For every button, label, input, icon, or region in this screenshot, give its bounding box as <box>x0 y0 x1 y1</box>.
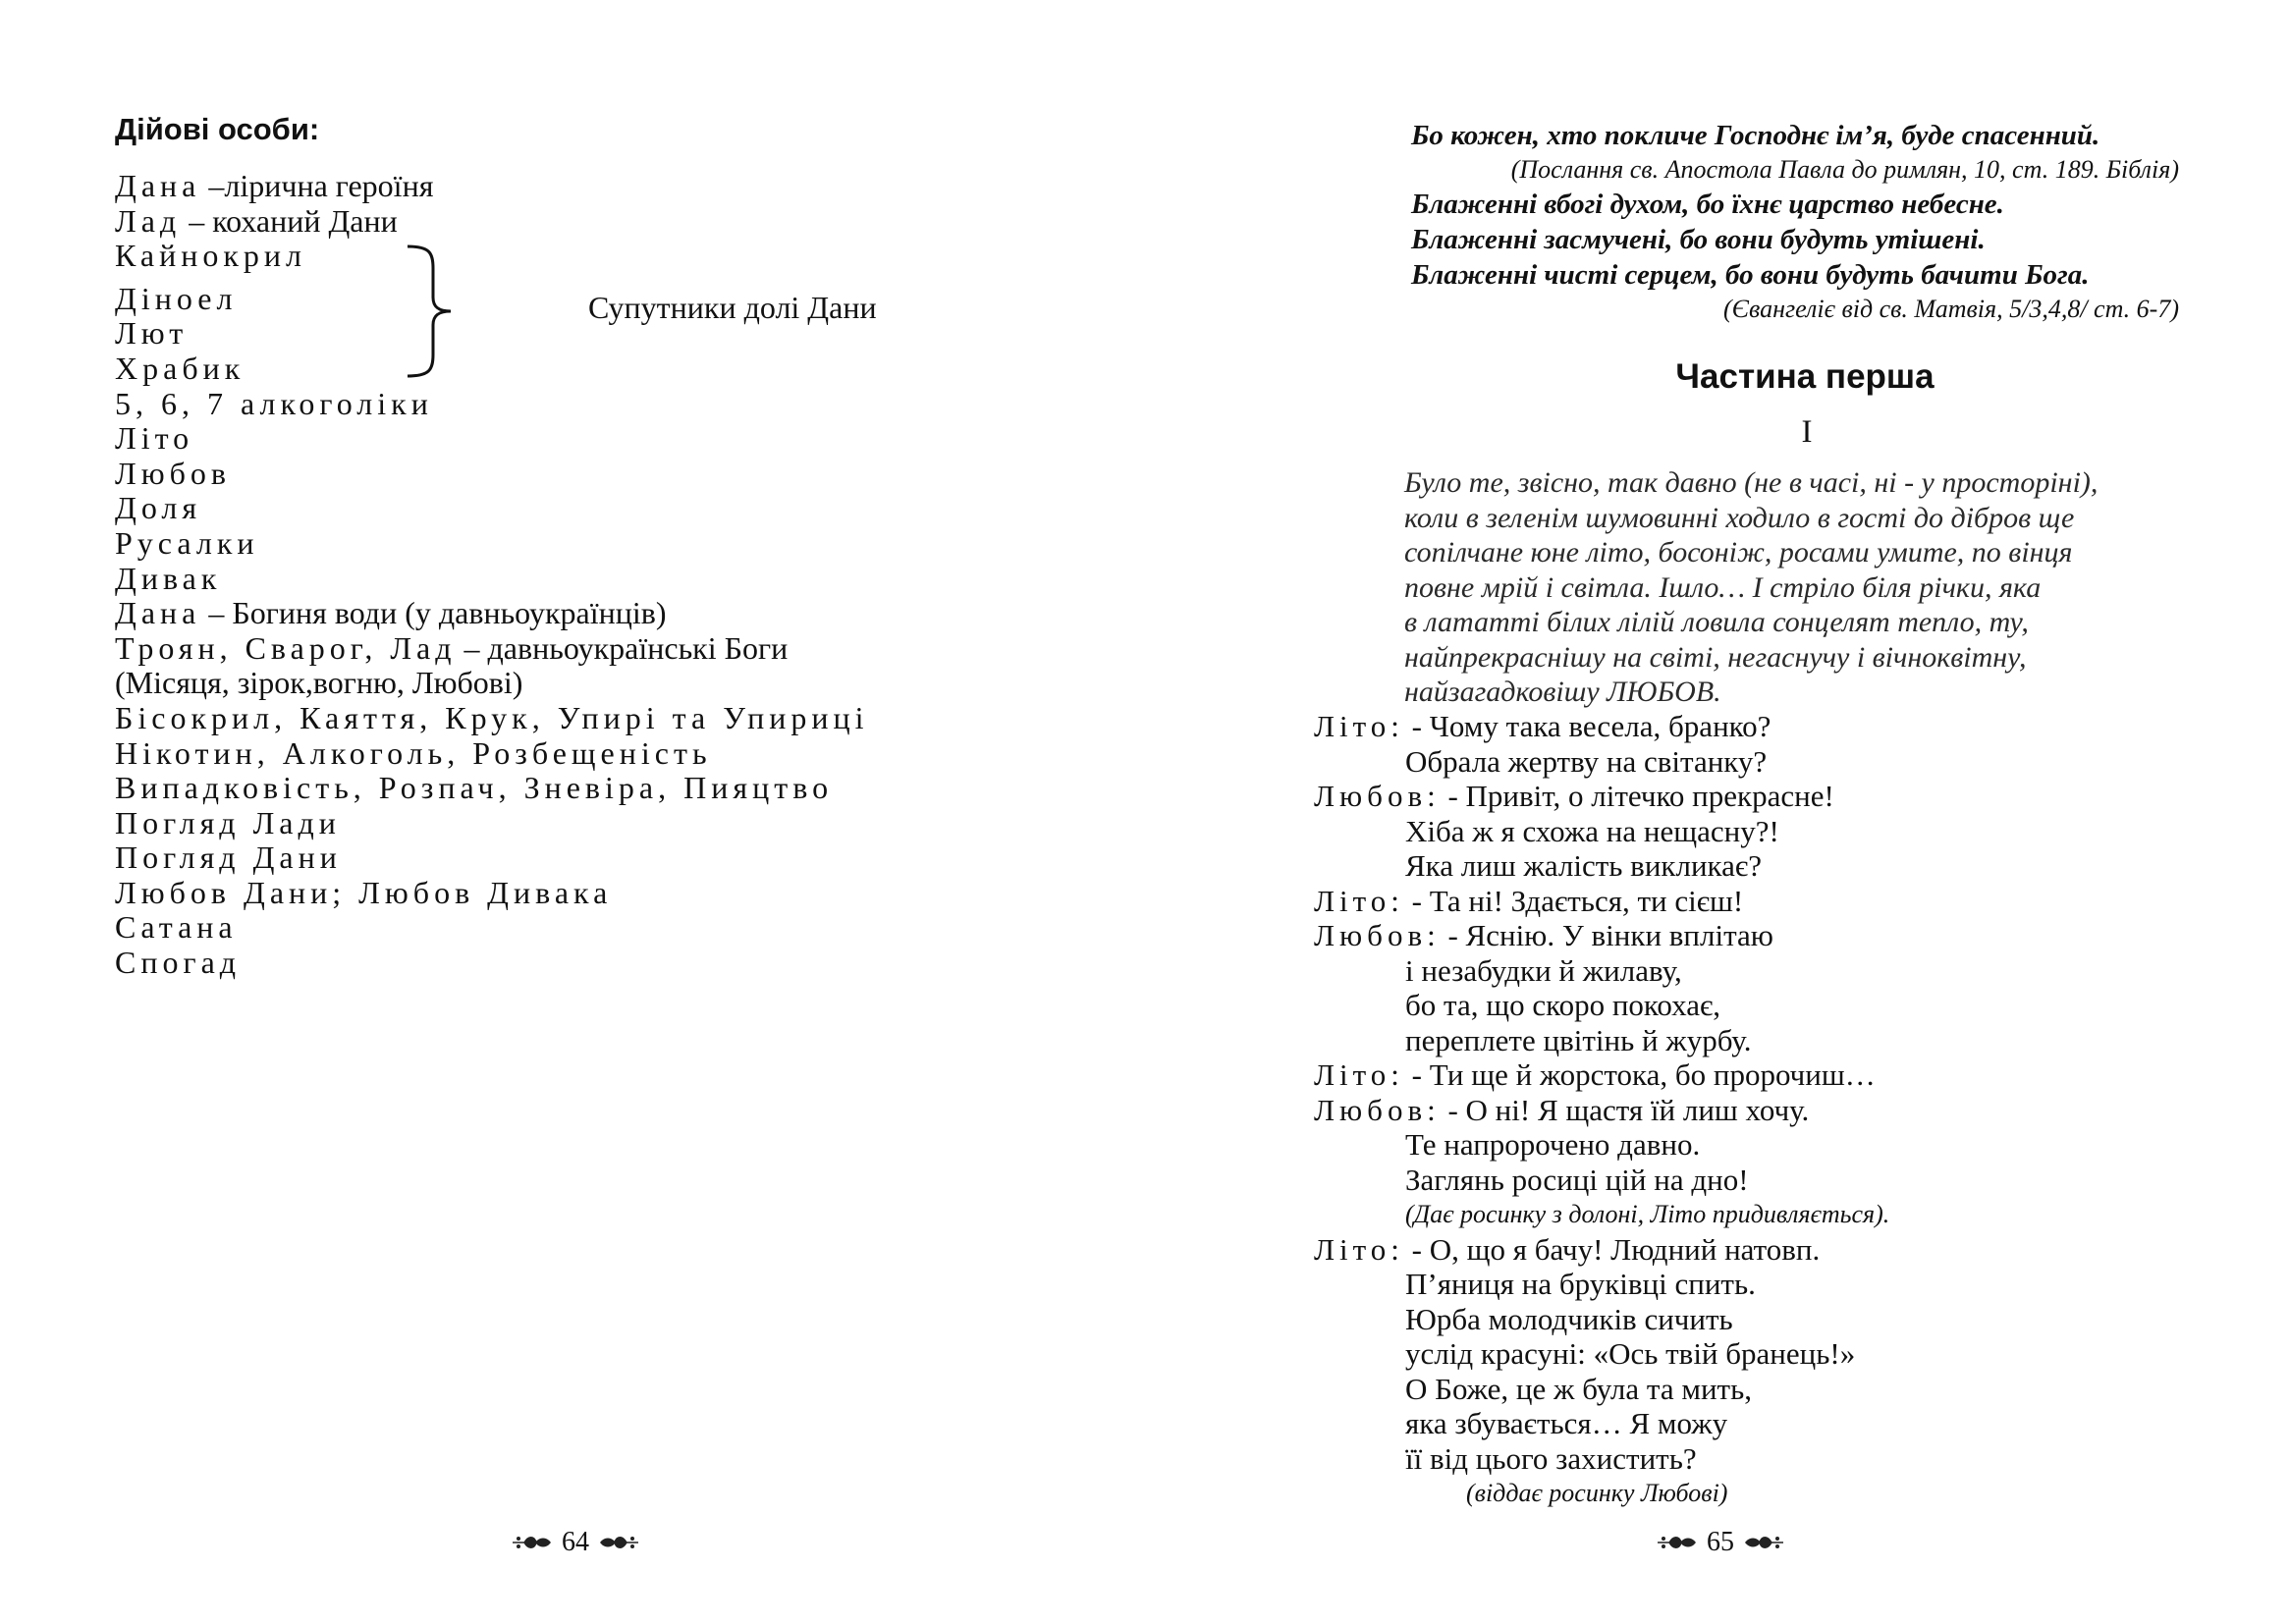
cast-name: Дана <box>115 595 201 631</box>
cast-item <box>115 596 1107 631</box>
companions-group <box>115 239 1107 386</box>
dialogue-line <box>1314 814 2178 849</box>
cast-name: Випадковість, Розпач, Зневіра, Пияцтво <box>115 770 834 806</box>
fleuron-icon <box>597 1532 640 1553</box>
cast-name: Любов <box>115 455 231 491</box>
dialogue-text: бо та, що скоро покохає, <box>1405 988 1721 1022</box>
cast-item <box>115 457 1107 492</box>
prose-line: найзагадковішу ЛЮБОВ. <box>1404 676 1721 708</box>
cast-title: Дійові особи: <box>115 112 320 146</box>
dialogue-text: яка збувається… Я можу <box>1405 1406 1728 1440</box>
page-number: 64 <box>562 1527 589 1557</box>
dialogue <box>1314 709 2178 1511</box>
fleuron-icon <box>1656 1532 1699 1553</box>
speaker-name: Любов: <box>1314 918 1441 952</box>
dialogue-line <box>1314 884 2178 919</box>
dialogue-text: - Та ні! Здається, ти сієш! <box>1403 883 1744 918</box>
dialogue-line <box>1314 988 2178 1023</box>
dialogue-text: Те напророчено давно. <box>1405 1127 1701 1162</box>
curly-brace-icon <box>400 243 459 380</box>
dialogue-line <box>1314 1406 2178 1441</box>
page-number-right <box>1656 1523 1785 1562</box>
dialogue-text: переплете цвітінь й журбу. <box>1405 1022 1752 1057</box>
cast-name: Доля <box>115 490 202 526</box>
dialogue-line <box>1314 1267 2178 1302</box>
dialogue-text: Юрба молодчиків сичить <box>1405 1301 1733 1336</box>
cast-item <box>115 631 1107 667</box>
chapter-number: І <box>1801 414 1813 450</box>
cast-item <box>115 876 1107 911</box>
dialogue-line <box>1314 1302 2178 1337</box>
cast-name: Погляд Лади <box>115 804 341 840</box>
cast-name: Любов Дани; Любов Дивака <box>115 874 613 910</box>
cast-name: Русалки <box>115 524 259 561</box>
cast-item <box>115 806 1107 841</box>
epigraph-source: (Євангеліє від св. Матвія, 5/3,4,8/ ст. 6-7) <box>1722 295 2179 323</box>
fleuron-icon <box>511 1532 554 1553</box>
cast-name: Бісокрил, Каяття, Крук, Упирі та Упириці <box>115 699 869 735</box>
epigraph-line: Бо кожен, хто покличе Господнє ім’я, буде спасенний. <box>1411 120 2100 151</box>
dialogue-line <box>1314 744 2178 780</box>
speaker-name: Літо: <box>1314 709 1404 743</box>
cast-desc: – давньоукраїнські Боги <box>456 629 789 666</box>
companions-bracket <box>400 243 877 380</box>
cast-name: Літо <box>115 420 194 457</box>
speaker-name: Літо: <box>1314 1057 1404 1092</box>
dialogue-text: услід красуні: «Ось твій бранець!» <box>1405 1336 1856 1371</box>
dialogue-text: - О ні! Я щастя їй лиш хочу. <box>1440 1092 1810 1127</box>
dialogue-line <box>1314 918 2178 953</box>
cast-item <box>115 771 1107 806</box>
dialogue-line <box>1314 1441 2178 1477</box>
dialogue-text: її від цього захистить? <box>1405 1440 1697 1476</box>
speaker-name: Літо: <box>1314 1231 1404 1267</box>
dialogue-text: (віддає росинку Любові) <box>1466 1479 1728 1507</box>
epigraph-line: Блаженні чисті серцем, бо вони будуть бачити Бога. <box>1411 259 2090 291</box>
dialogue-line <box>1314 1093 2178 1128</box>
cast-item <box>115 910 1107 946</box>
speaker-name: Любов: <box>1314 779 1441 813</box>
dialogue-line <box>1314 1232 2178 1268</box>
cast-item <box>115 421 1107 457</box>
dialogue-text: (Дає росинку з долоні, Літо придивляється). <box>1405 1200 1890 1228</box>
cast-item <box>115 491 1107 526</box>
cast-desc: – Богиня води (у давньоукраїнців) <box>200 595 667 631</box>
cast-item <box>115 562 1107 597</box>
left-page <box>0 0 1144 1624</box>
cast-item <box>115 840 1107 876</box>
dialogue-text: Хіба ж я схожа на нещасну?! <box>1405 813 1779 848</box>
cast-item: Кайнокрил <box>115 238 307 274</box>
page-number: 65 <box>1707 1527 1734 1557</box>
dialogue-line <box>1314 1023 2178 1058</box>
cast-item <box>115 526 1107 562</box>
dialogue-line <box>1314 848 2178 884</box>
prose-line: коли в зеленім шумовинні ходило в гості до дібров ще <box>1404 501 2075 534</box>
cast-name: Погляд Дани <box>115 839 342 876</box>
epigraph-source: (Послання св. Апостола Павла до римлян, 10, ст. 189. Біблія) <box>1510 155 2179 184</box>
dialogue-line <box>1314 779 2178 814</box>
dialogue-text: О Боже, це ж була та мить, <box>1405 1371 1752 1406</box>
cast-item <box>115 387 1107 422</box>
prose-line: сопілчане юне літо, босоніж, росами умите, по вінця <box>1404 536 2073 568</box>
cast-desc: –лірична героїня <box>200 168 434 203</box>
cast-item: Храбик <box>115 350 245 386</box>
page-number-left <box>511 1523 640 1562</box>
cast-item <box>115 701 1107 736</box>
part-title: Частина перша <box>1675 357 1935 396</box>
companions-label: Супутники долі Дани <box>588 290 877 326</box>
prose-line: Було те, звісно, так давно (не в часі, ні - у просторіні), <box>1404 466 2098 499</box>
dialogue-text: і незабудки й жилаву, <box>1405 952 1682 988</box>
cast-name: Сатана <box>115 909 238 946</box>
speaker-name: Літо: <box>1314 883 1404 918</box>
cast-list <box>115 169 1107 981</box>
dialogue-line <box>1314 709 2178 744</box>
dialogue-text: - Ти ще й жорстока, бо пророчиш… <box>1403 1057 1876 1092</box>
dialogue-line <box>1314 1057 2178 1093</box>
speaker-name: Любов: <box>1314 1092 1441 1127</box>
prose-line: найпрекраснішу на світі, негаснучу і вічноквітну, <box>1404 640 2027 674</box>
cast-desc: – коханий Дани <box>181 202 398 239</box>
dialogue-text: - О, що я бачу! Людний натовп. <box>1403 1231 1821 1267</box>
cast-name: Дивак <box>115 560 222 596</box>
dialogue-text: Обрала жертву на світанку? <box>1405 743 1768 779</box>
cast-name: Троян, Сварог, Лад <box>115 629 457 666</box>
cast-name: Спогад <box>115 945 242 981</box>
cast-desc: (Місяця, зірок,вогню, Любові) <box>115 665 523 701</box>
cast-item <box>115 204 1107 240</box>
stage-direction <box>1314 1476 2178 1511</box>
cast-item: Діноел <box>115 280 238 316</box>
cast-item <box>115 666 1107 701</box>
dialogue-line <box>1314 1372 2178 1407</box>
cast-name: Дана <box>115 168 201 203</box>
dialogue-text: - Яснію. У вінки вплітаю <box>1440 918 1773 952</box>
epigraph-line: Блаженні засмучені, бо вони будуть утішені. <box>1411 224 1986 255</box>
dialogue-text: Заглянь росиці цій на дно! <box>1405 1162 1749 1197</box>
cast-name: 5, 6, 7 алкоголіки <box>115 385 433 421</box>
dialogue-line <box>1314 1163 2178 1198</box>
epigraph <box>1411 118 2197 326</box>
cast-item <box>115 946 1107 981</box>
dialogue-text: Яка лиш жалість викликає? <box>1405 848 1762 883</box>
dialogue-text: - Привіт, о літечко прекрасне! <box>1440 779 1834 813</box>
cast-name: Нікотин, Алкоголь, Розбещеність <box>115 734 712 771</box>
dialogue-text: - Чому така весела, бранко? <box>1403 709 1771 743</box>
dialogue-line <box>1314 953 2178 989</box>
cast-item <box>115 736 1107 772</box>
cast-name: Лад <box>115 202 182 239</box>
dialogue-line <box>1314 1336 2178 1372</box>
dialogue-text: П’яниця на бруківці спить. <box>1405 1267 1756 1301</box>
dialogue-line <box>1314 1127 2178 1163</box>
prose-line: повне мрій і світла. Ішло… І стріло біля річки, яка <box>1404 570 2042 604</box>
stage-direction <box>1314 1197 2178 1232</box>
fleuron-icon <box>1742 1532 1785 1553</box>
prose-paragraph <box>1404 465 2190 710</box>
prose-line: в лататті білих лілій ловила сонцелят тепло, ту, <box>1404 606 2029 638</box>
epigraph-line: Блаженні вбогі духом, бо їхнє царство небесне. <box>1411 189 2004 220</box>
cast-item: Лют <box>115 315 189 352</box>
cast-item <box>115 169 1107 204</box>
